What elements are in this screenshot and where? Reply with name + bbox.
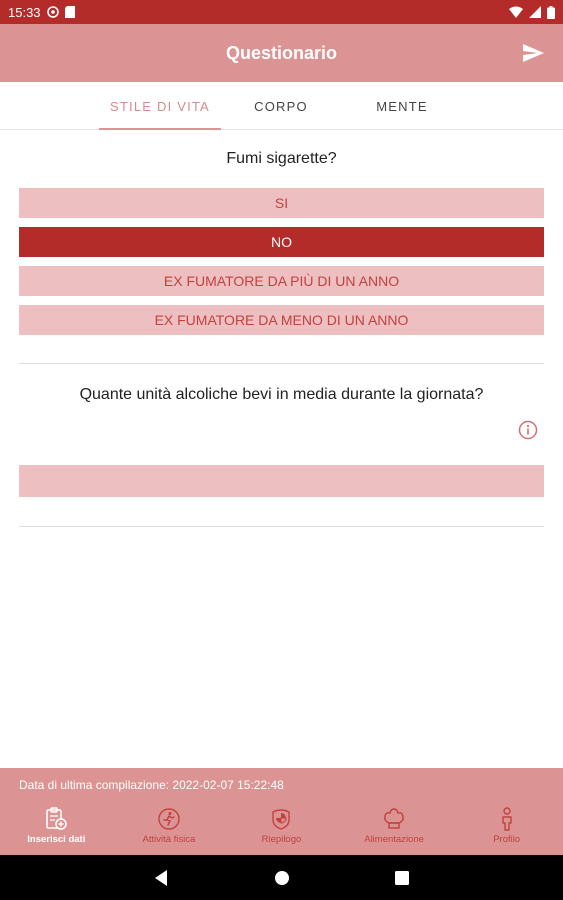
- tab-mente[interactable]: [341, 82, 463, 130]
- status-bar: [0, 0, 563, 24]
- nav-label: Inserisci dati: [27, 834, 86, 845]
- option-label: EX FUMATORE DA MENO DI UN ANNO: [154, 312, 409, 328]
- tab-bar: [0, 82, 563, 130]
- option-si[interactable]: [19, 188, 544, 218]
- battery-icon: [547, 6, 555, 19]
- home-icon[interactable]: [272, 868, 292, 888]
- footer: [0, 768, 563, 855]
- last-compilation-date: Data di ultima compilazione: 2022-02-07 15:22:48: [19, 778, 284, 792]
- clipboard-add-icon: [43, 806, 69, 832]
- app-bar: [0, 24, 563, 82]
- summary-icon: [268, 806, 294, 832]
- back-icon[interactable]: [152, 868, 172, 888]
- section-divider: [19, 363, 544, 364]
- option-ex-fumatore-piu-anno[interactable]: [19, 266, 544, 296]
- nav-label: Attività fisica: [142, 834, 196, 845]
- recents-icon[interactable]: [392, 868, 412, 888]
- option-label: SI: [274, 195, 289, 211]
- chef-hat-icon: [381, 806, 407, 832]
- alcohol-units-field[interactable]: [19, 465, 544, 497]
- status-time: 15:33: [8, 4, 41, 20]
- nav-riepilogo[interactable]: [225, 804, 338, 855]
- tab-label: STILE DI VITA: [110, 98, 210, 114]
- page-title: Questionario: [225, 42, 337, 63]
- tab-indicator: [99, 128, 221, 130]
- status-left: [8, 5, 75, 20]
- send-icon[interactable]: [521, 41, 545, 65]
- status-right: [509, 6, 555, 19]
- tab-label: CORPO: [254, 98, 308, 114]
- option-label: EX FUMATORE DA PIÙ DI UN ANNO: [163, 273, 400, 289]
- notification-icon: [47, 6, 59, 18]
- nav-alimentazione[interactable]: [338, 804, 451, 855]
- tab-corpo[interactable]: [221, 82, 341, 130]
- nav-label: Riepilogo: [261, 834, 302, 845]
- storage-icon: [65, 6, 75, 18]
- wifi-icon: [509, 6, 523, 18]
- smoking-question: Fumi sigarette?: [226, 150, 337, 167]
- tab-label: MENTE: [376, 98, 428, 114]
- nav-profilo[interactable]: [450, 804, 563, 855]
- info-icon[interactable]: [518, 420, 538, 440]
- tab-stile-di-vita[interactable]: [99, 82, 221, 130]
- running-icon: [156, 806, 182, 832]
- nav-attivita-fisica[interactable]: [113, 804, 226, 855]
- option-ex-fumatore-meno-anno[interactable]: [19, 305, 544, 335]
- nav-label: Profilo: [493, 834, 521, 845]
- nav-inserisci-dati[interactable]: [0, 804, 113, 855]
- person-icon: [494, 806, 520, 832]
- option-no[interactable]: [19, 227, 544, 257]
- signal-icon: [529, 6, 541, 18]
- section-divider: [19, 526, 544, 527]
- alcohol-question: Quante unità alcoliche bevi in media durante la giornata?: [79, 386, 484, 403]
- nav-label: Alimentazione: [364, 834, 424, 845]
- bottom-nav: [0, 804, 563, 855]
- option-label: NO: [271, 234, 292, 250]
- system-nav-bar: [0, 855, 563, 900]
